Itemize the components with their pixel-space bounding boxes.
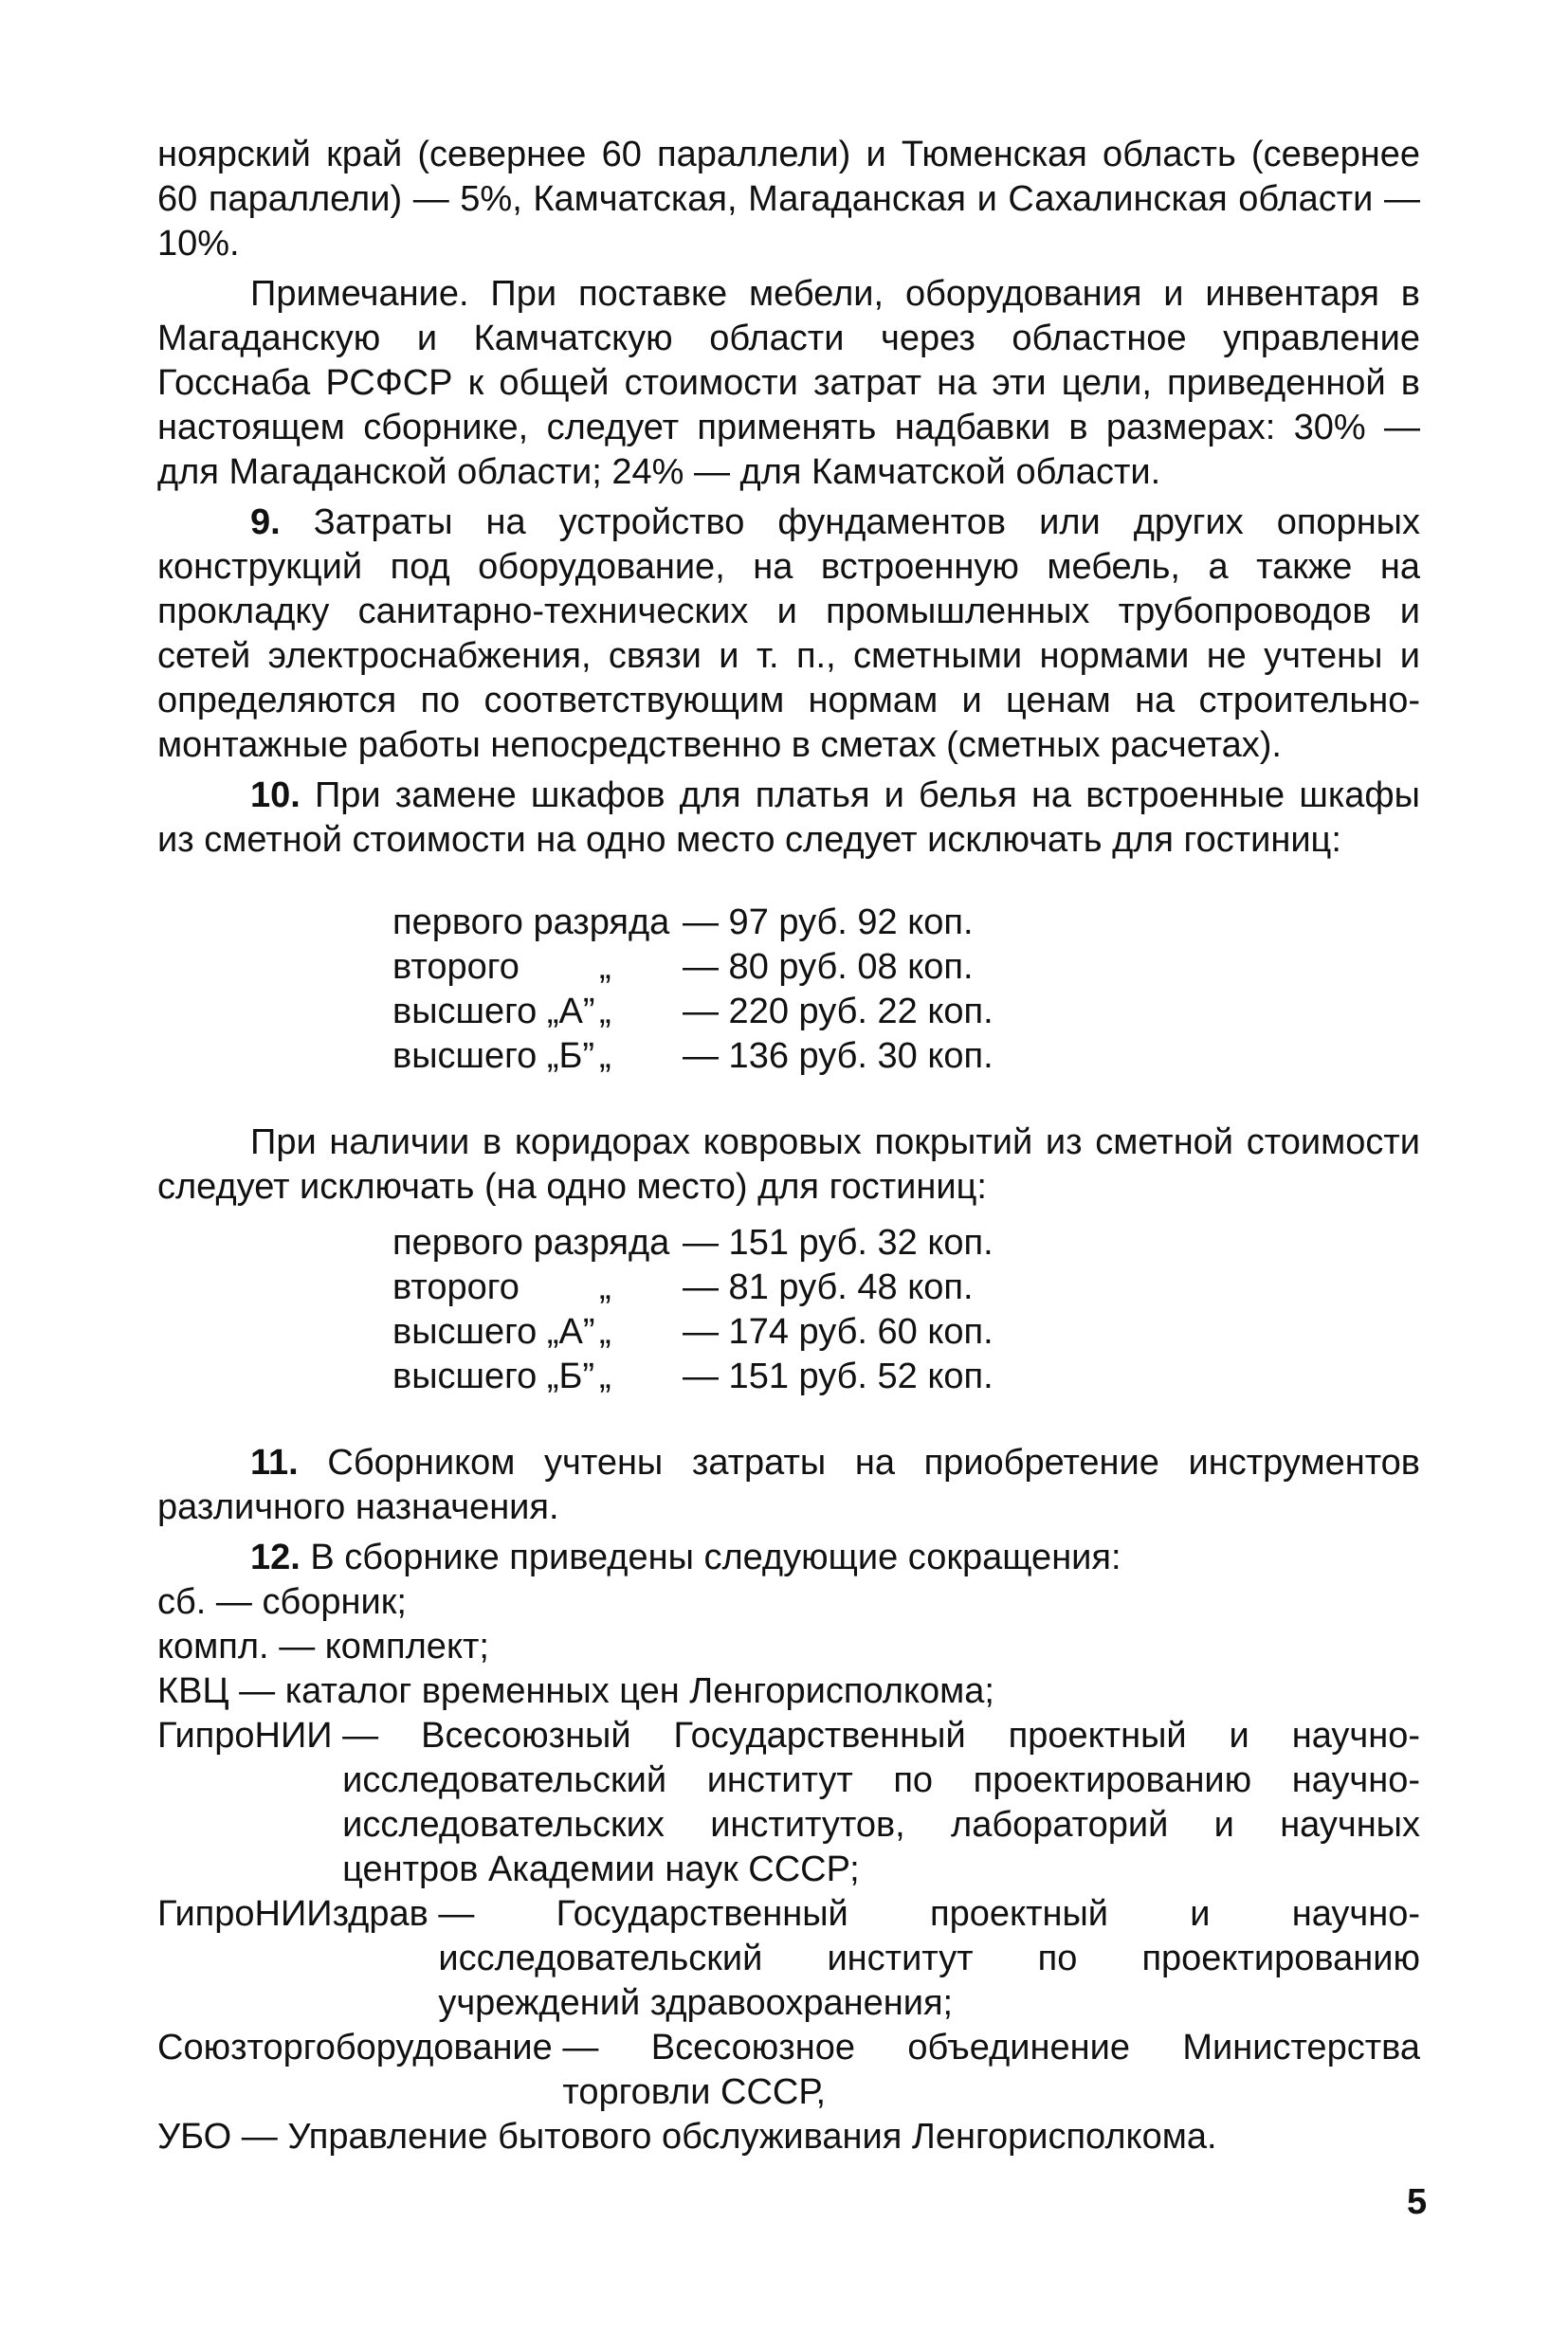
page-body — [157, 133, 1420, 2159]
paragraph-9 — [157, 501, 1420, 768]
item-text-11: Сборником учтены затраты на приобретение инструментов различного назначения. — [157, 1443, 1420, 1527]
paragraph-continuation: ноярский край (севернее 60 параллели) и Тюменская область (севернее 60 параллели) — 5%, Камчатская, Магаданская и Сахалинская области — 10%. — [157, 135, 1420, 264]
abbreviation-term: КВЦ — [157, 1671, 229, 1711]
abbreviation-definition: — сборник; — [215, 1582, 407, 1622]
rate-category: второго — [392, 947, 520, 987]
rate-row — [392, 1266, 994, 1310]
paragraph-11 — [157, 1441, 1420, 1530]
rate-category: высшего „Б” — [392, 1357, 595, 1396]
item-text-10: При замене шкафов для платья и белья на встроенные шкафы из сметной стоимости на одно место следует исключать для гостиниц: — [157, 775, 1420, 860]
rate-ditto: „ — [599, 1267, 611, 1307]
abbreviation-term: Союзторгоборудование — [157, 2028, 553, 2068]
rate-amount: — 151 руб. 32 коп. — [683, 1223, 994, 1263]
paragraph-10 — [157, 774, 1420, 863]
abbreviation-entry — [157, 2115, 1420, 2159]
rate-amount: — 80 руб. 08 коп. — [683, 947, 974, 987]
abbreviation-definition: — Всесоюзный Государственный проектный и научно-исследовательский институт по проектированию научно-исследовательских институтов, лабораторий и научных центров Академии наук СССР; — [342, 1716, 1420, 1889]
rate-amount: — 220 руб. 22 коп. — [683, 992, 994, 1031]
item-number-10: 10. — [250, 775, 301, 815]
rate-amount: — 151 руб. 52 коп. — [683, 1357, 994, 1396]
rate-ditto: „ — [599, 1036, 611, 1076]
rate-category: второго — [392, 1267, 520, 1307]
paragraph-carpet: При наличии в коридорах ковровых покрытий из сметной стоимости следует исключать (на одно место) для гостиниц: — [157, 1122, 1420, 1207]
rate-ditto: „ — [599, 947, 611, 987]
abbreviation-definition: — Государственный проектный и научно-исследовательский институт по проектированию учреждений здравоохранения; — [438, 1894, 1420, 2023]
item-text-12: В сборнике приведены следующие сокращения: — [310, 1538, 1121, 1577]
abbreviation-definition: — Всесоюзное объединение Министерства торговли СССР, — [562, 2028, 1420, 2112]
rate-row — [392, 1221, 994, 1266]
rate-ditto: „ — [599, 1312, 611, 1352]
rate-amount: — 174 руб. 60 коп. — [683, 1312, 994, 1352]
rate-ditto: „ — [599, 1357, 611, 1396]
item-text-9: Затраты на устройство фундаментов или других опорных конструкций под оборудование, на встроенную мебель, а также на прокладку санитарно-технических и промышленных трубопроводов и сетей электроснабжения, связи и т. п., сметными нормами не учтены и определяются по соответствующим нормам и ценам на строительно-монтажные работы непосредственно в сметах (сметных расчетах). — [157, 502, 1420, 765]
abbreviation-entry — [157, 1625, 1420, 1669]
paragraph-note: Примечание. При поставке мебели, оборудования и инвентаря в Магаданскую и Камчатскую области через областное управление Госснаба РСФСР к общей стоимости затрат на эти цели, приведенной в настоящем сборнике, следует применять надбавки в размерах: 30% — для Магаданской области; 24% — для Камчатской области. — [157, 274, 1420, 492]
rate-row — [392, 1310, 994, 1355]
abbreviation-definition: — каталог временных цен Ленгорисполкома; — [239, 1671, 994, 1711]
rate-category: первого разряда — [392, 1223, 670, 1263]
paragraph-12 — [157, 1536, 1420, 1580]
abbreviation-entry — [157, 1669, 1420, 1714]
abbreviation-term: ГипроНИИ — [157, 1716, 333, 1756]
abbreviation-term: ГипроНИИздрав — [157, 1894, 428, 1934]
abbreviation-entry — [157, 1892, 1420, 2026]
wardrobe-rates-table — [392, 901, 994, 1079]
rate-row — [392, 945, 994, 990]
rate-amount: — 81 руб. 48 коп. — [683, 1267, 974, 1307]
abbreviation-definition: — комплект; — [279, 1627, 489, 1667]
abbreviation-term: сб. — [157, 1582, 207, 1622]
abbreviation-term: УБО — [157, 2117, 232, 2157]
abbreviation-definition: — Управление бытового обслуживания Ленгорисполкома. — [241, 2117, 1217, 2157]
page-number: 5 — [1407, 2182, 1428, 2222]
rate-row — [392, 1355, 994, 1399]
item-number-11: 11. — [250, 1443, 299, 1483]
abbreviation-entry — [157, 1580, 1420, 1625]
abbreviation-entry — [157, 1714, 1420, 1892]
rate-amount: — 136 руб. 30 коп. — [683, 1036, 994, 1076]
rate-category: высшего „А” — [392, 1312, 595, 1352]
rate-category: первого разряда — [392, 902, 670, 942]
item-number-9: 9. — [250, 502, 281, 542]
item-number-12: 12. — [250, 1538, 301, 1577]
rate-row — [392, 901, 994, 945]
rate-category: высшего „Б” — [392, 1036, 595, 1076]
carpet-rates-table — [392, 1221, 994, 1399]
abbreviation-term: компл. — [157, 1627, 269, 1667]
abbreviation-entry — [157, 2026, 1420, 2115]
rate-row — [392, 990, 994, 1034]
rate-amount: — 97 руб. 92 коп. — [683, 902, 974, 942]
rate-ditto: „ — [599, 992, 611, 1031]
rate-row — [392, 1034, 994, 1079]
rate-category: высшего „А” — [392, 992, 595, 1031]
